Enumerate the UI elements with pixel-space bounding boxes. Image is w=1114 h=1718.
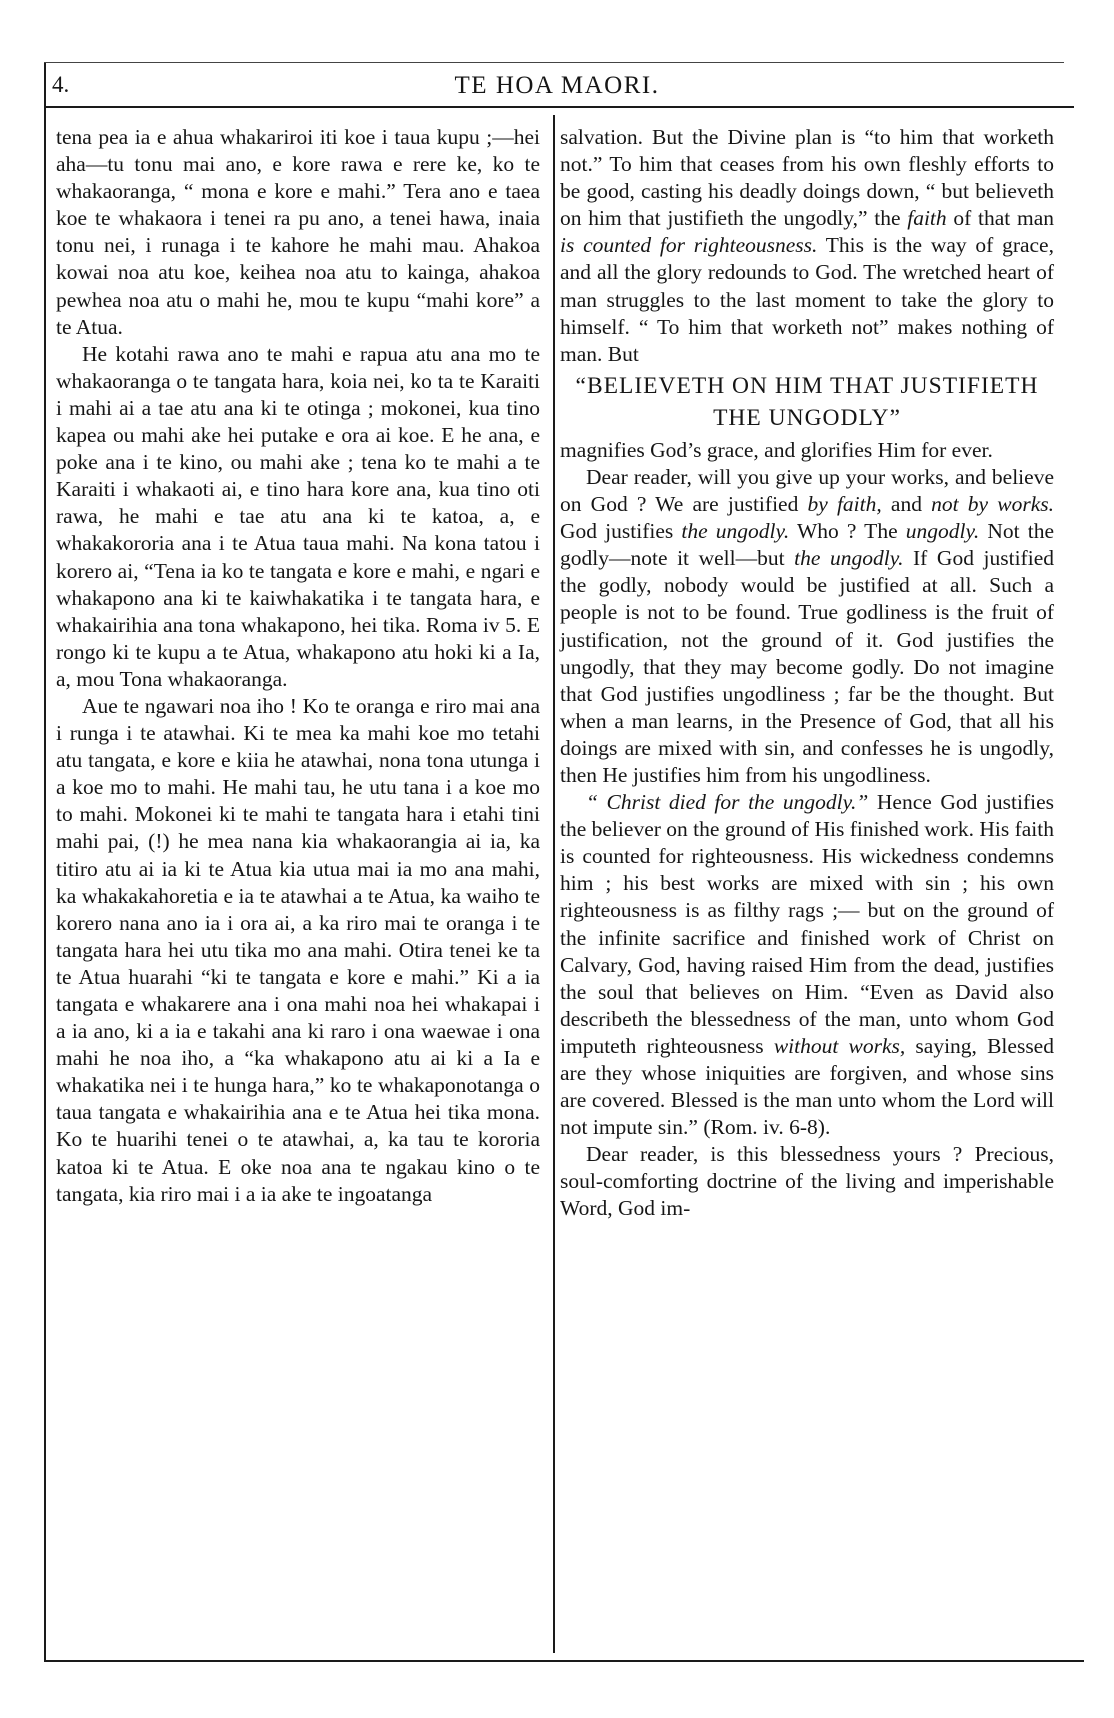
text-run: Not the godly—note it well—but xyxy=(560,519,1054,571)
text-run: God justifies xyxy=(560,519,682,544)
running-title: TE HOA MAORI. xyxy=(454,72,660,99)
left-paragraph-1: tena pea ia e ahua whakariroi iti koe i taua kupu ;—hei aha—tu tonu mai ano, e kore rawa e rere ke, ko te whakaoranga, “ mona e kore e mahi.” Tera ano e taea koe te whakaora i tenei ra pu ano, a tenei hawa, inaia tonu nei, i runaga i te kahore he mahi mau. Ahakoa kowai noa atu koe, keihea noa atu to kainga, ahakoa pewhea noa atu o mahi he, mou te kupu “mahi kore” a te Atua. xyxy=(56,125,540,339)
emphasis: without works, xyxy=(773,1033,906,1058)
emphasis: not by works. xyxy=(931,492,1054,517)
text-run: salvation. But the Divine plan is “to him that worketh not.” To him that ceases from his own fleshly efforts to be good, casting his deadly doings down, “ but believeth on him that justifieth the ungodly,” the xyxy=(560,125,1054,231)
text-run: of that man xyxy=(946,206,1054,231)
section-heading: “BELIEVETH ON HIM THAT JUSTIFIETH THE UNGODLY” xyxy=(575,372,1039,431)
header-rule xyxy=(44,106,1074,108)
text-run: Dear reader, will you give up your works, and believe on God ? We are justified xyxy=(560,464,1054,517)
emphasis: the ungodly. xyxy=(681,519,790,544)
left-paragraph-2: He kotahi rawa ano te mahi e rapua atu ana mo te whakaoranga o te tangata hara, koia nei, ko ta te Karaiti i mahi ai a tae atu ana ki te otinga ; mokonei, kua tino kapea ou mahi ake hei putake e ora ai koe. E he ana, e poke ana i te kino, ou mahi ake ; tena ko te mahi a te Karaiti i whakaoti ai, e tino hara kore ana, kua tino oti rawa, he mahi e tae atu ana ki te katoa, a, e whakakororia ana i te Atua taua mahi. Na kona tatou i korero ai, “Tena ia ko te tangata e kore e mahi, e ngari e whakapono ana ki te kaiwhakatika i te tangata hara, e whakairihia ana tona whakapono, hei tika. Roma iv 5. E rongo ki te kupu a te Atua, whakapono atu hoki ki a Ia, a, mou Tona whakaoranga. xyxy=(56,341,540,691)
emphasis: ungodly. xyxy=(905,519,980,544)
right-paragraph-1 xyxy=(560,124,1054,368)
left-column xyxy=(56,124,540,1208)
emphasis: is counted for righteousness. xyxy=(560,233,818,258)
text-run: saying, Blessed are they whose iniquities are forgiven, and whose sins are covered. Blessed is the man unto whom the Lord will not impute sin.” (Rom. iv. 6-8). xyxy=(560,1033,1054,1140)
emphasis-quote: “ Christ died for the ungodly.” xyxy=(586,790,869,815)
emphasis: faith xyxy=(907,206,947,231)
page-number: 4. xyxy=(52,72,70,97)
emphasis: the ungodly. xyxy=(794,546,904,571)
text-run: and xyxy=(881,492,932,517)
right-paragraph-2: magnifies God’s grace, and glorifies Him for ever. xyxy=(560,437,993,462)
emphasis: by faith, xyxy=(807,492,882,517)
page-border-top xyxy=(44,62,1064,63)
text-run: This is the way of grace, and all the glory redounds to God. The wretched heart of man struggles to the last moment to take the glory to himself. “ To him that worketh not” makes nothing of man. But xyxy=(560,233,1054,366)
text-run: If God justified the godly, nobody would be justified at all. Such a people is not to be found. True godliness is the fruit of justification, not the ground of it. God justifies the ungodly, that they may become godly. Do not imagine that God justifies ungodliness ; far be the thought. But when a man learns, in the Presence of God, that all his doings are mixed with sin, and confesses he is ungodly, then He justifies him from his ungodliness. xyxy=(560,546,1054,787)
page-border-bottom xyxy=(44,1660,1084,1662)
text-run: Hence God justifies the believer on the ground of His finished work. His faith is counted for righteousness. His wickedness condemns him ; his best works are mixed with sin ; his own righteousness is as filthy rags ;— but on the ground of the infinite sacrifice and finished work of Christ on Calvary, God, having raised Him from the dead, justifies the soul that believes on Him. “Even as David also describeth the blessedness of the man, unto whom God imputeth righteousness xyxy=(560,790,1054,1058)
page-border-left xyxy=(44,62,46,1662)
column-divider xyxy=(553,115,555,1653)
right-paragraph-4 xyxy=(560,789,1054,1141)
right-paragraph-3 xyxy=(560,464,1054,789)
text-run: Who ? The xyxy=(789,519,906,544)
right-column xyxy=(560,124,1054,1223)
left-paragraph-3: Aue te ngawari noa iho ! Ko te oranga e riro mai ana i runga i te atawhai. Ki te mea ka mahi koe mo tetahi atu tangata, e kore e kiia he atawhai, nona tona utunga i a koe mo to mahi. He mahi tau, he utu tana i a koe mo to mahi. Mokonei ki te mahi te tangata hara i etahi tini mahi pai, (!) he mea nana kia whakaorangia ai ia, ka titiro atu ai ia ki te Atua kia utua mai ia mo ana mahi, ka whakakahoretia e ia te atawhai a te Atua, ka waiho te korero nana ano ia i ora ai, a ka riro mai te oranga i te tangata hara hei utu tika mo ana mahi. Otira tenei ke ta te Atua huarahi “ki te tangata e kore e mahi.” Ki a ia tangata e whakarere ana i ona mahi noa hei whakapai i a ia ano, ki a ia e takahi ana ki raro i ona waewae i ona mahi he noa iho, a “ka whakapono atu ai ki a Ia e whakatika nei i te hunga hara,” ko te whakaponotanga o taua tangata e whakairihia ana e te Atua hei tika mona. Ko te huarihi tenei o te atawhai, a, ka tau te kororia katoa ki te Atua. E oke noa ana te ngakau kino o te tangata, kia riro mai i a ia ake te ingoatanga xyxy=(56,693,540,1206)
right-paragraph-5: Dear reader, is this blessedness yours ? Precious, soul-comforting doctrine of the living and imperishable Word, God im- xyxy=(560,1142,1054,1221)
